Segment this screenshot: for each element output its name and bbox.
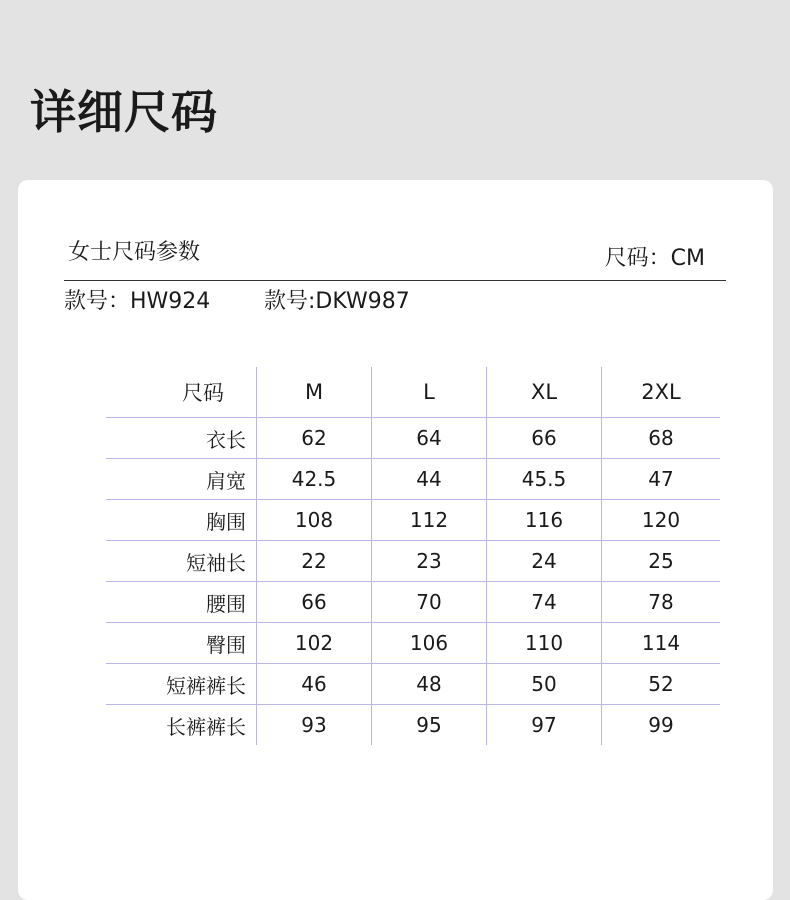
row-label: 短袖长	[106, 541, 257, 582]
table-cell: 44	[372, 459, 487, 500]
table-cell: 52	[602, 664, 721, 705]
table-cell: 46	[257, 664, 372, 705]
table-cell: 70	[372, 582, 487, 623]
table-cell: 78	[602, 582, 721, 623]
table-row	[106, 705, 720, 746]
column-header: M	[257, 367, 372, 418]
table-cell: 47	[602, 459, 721, 500]
table-cell: 68	[602, 418, 721, 459]
table-header-row	[106, 367, 720, 418]
table-row	[106, 500, 720, 541]
table-cell: 48	[372, 664, 487, 705]
row-label: 肩宽	[106, 459, 257, 500]
table-cell: 50	[487, 664, 602, 705]
size-table	[106, 367, 720, 745]
table-row	[106, 582, 720, 623]
table-cell: 120	[602, 500, 721, 541]
table-cell: 66	[487, 418, 602, 459]
table-cell: 95	[372, 705, 487, 746]
row-label: 长裤裤长	[106, 705, 257, 746]
divider	[64, 280, 726, 281]
table-cell: 45.5	[487, 459, 602, 500]
row-label: 短裤裤长	[106, 664, 257, 705]
table-cell: 102	[257, 623, 372, 664]
table-cell: 97	[487, 705, 602, 746]
size-card	[18, 180, 773, 900]
table-row	[106, 664, 720, 705]
table-row	[106, 418, 720, 459]
table-row	[106, 541, 720, 582]
table-cell: 22	[257, 541, 372, 582]
table-cell: 25	[602, 541, 721, 582]
table-row	[106, 459, 720, 500]
column-header: L	[372, 367, 487, 418]
table-row	[106, 623, 720, 664]
row-label: 腰围	[106, 582, 257, 623]
column-header: 2XL	[602, 367, 721, 418]
table-cell: 114	[602, 623, 721, 664]
table-cell: 99	[602, 705, 721, 746]
table-cell: 42.5	[257, 459, 372, 500]
style-number-a: 款号：HW924	[64, 289, 211, 314]
table-cell: 66	[257, 582, 372, 623]
row-label: 胸围	[106, 500, 257, 541]
row-label: 衣长	[106, 418, 257, 459]
corner-header: 尺码	[182, 381, 224, 405]
table-cell: 110	[487, 623, 602, 664]
table-cell: 108	[257, 500, 372, 541]
page-title: 详细尺码	[30, 85, 218, 139]
table-cell: 23	[372, 541, 487, 582]
row-label: 臀围	[106, 623, 257, 664]
column-header: XL	[487, 367, 602, 418]
table-cell: 106	[372, 623, 487, 664]
table-cell: 62	[257, 418, 372, 459]
table-cell: 24	[487, 541, 602, 582]
table-cell: 64	[372, 418, 487, 459]
section-title: 女士尺码参数	[68, 240, 201, 265]
unit-label: 尺码：CM	[604, 246, 705, 271]
table-cell: 116	[487, 500, 602, 541]
table-cell: 112	[372, 500, 487, 541]
style-number-b: 款号:DKW987	[264, 289, 410, 314]
table-cell: 74	[487, 582, 602, 623]
table-cell: 93	[257, 705, 372, 746]
